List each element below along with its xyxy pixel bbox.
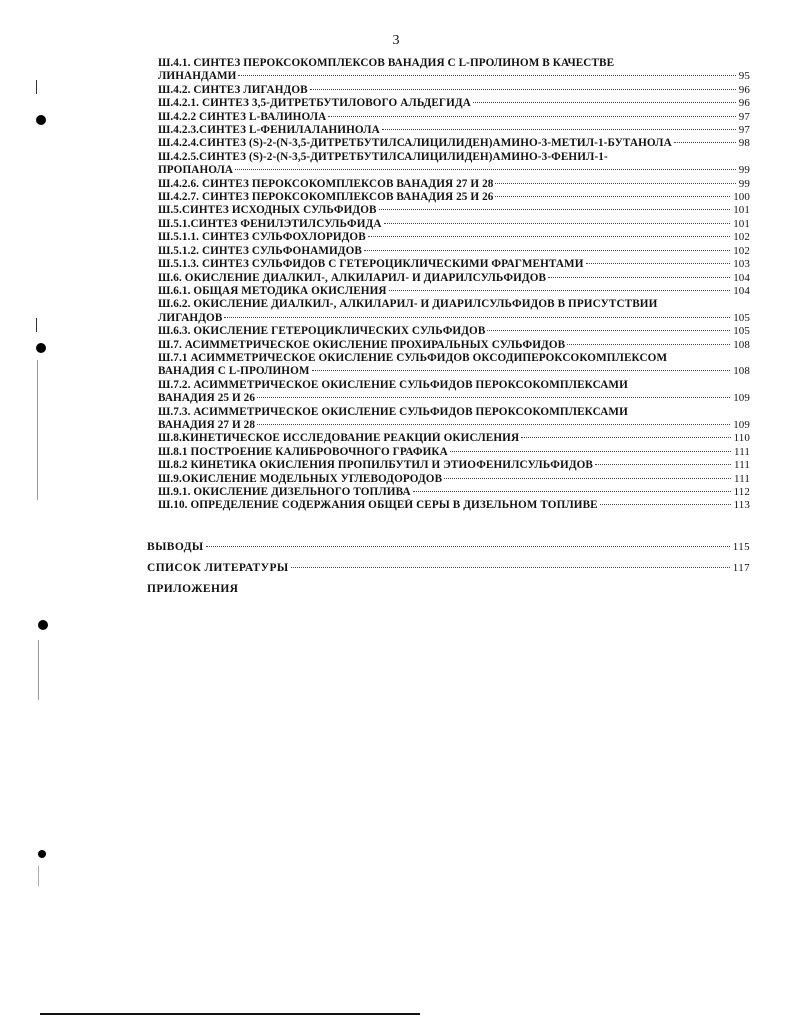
toc-entry[interactable] [158,151,750,178]
toc-entry-title: Ш.5.1.СИНТЕЗ ФЕНИЛЭТИЛСУЛЬФИДА [158,217,382,230]
dot-leader [235,169,736,170]
toc-entry-title: Ш.6.3. ОКИСЛЕНИЕ ГЕТЕРОЦИКЛИЧЕСКИХ СУЛЬФИДОВ [158,325,486,338]
toc-entry-page: 101 [733,204,750,217]
toc-entry[interactable] [158,57,750,84]
toc-entry[interactable] [158,178,750,191]
toc-entry-title: Ш.6.1. ОБЩАЯ МЕТОДИКА ОКИСЛЕНИЯ [158,284,387,297]
toc-entry[interactable] [158,352,750,379]
dot-leader [473,102,736,103]
toc-entry-title: Ш.5.1.2. СИНТЕЗ СУЛЬФОНАМИДОВ [158,244,362,257]
toc-entry-title-continued: ВАНАДИЯ С L-ПРОЛИНОМ [158,365,310,378]
toc-entry-title: Ш.10. ОПРЕДЕЛЕНИЕ СОДЕРЖАНИЯ ОБЩЕЙ СЕРЫ В ДИЗЕЛЬНОМ ТОПЛИВЕ [158,499,598,512]
toc-entry-page: 112 [733,486,750,498]
toc-entry[interactable] [158,285,750,298]
dot-leader [382,129,736,130]
toc-entry-title: Ш.8.2 КИНЕТИКА ОКИСЛЕНИЯ ПРОПИЛБУТИЛ И ЭТИОФЕНИЛСУЛЬФИДОВ [158,459,593,472]
dot-leader [495,196,730,197]
toc-entry-title-continued: ВАНАДИЯ 25 И 26 [158,392,256,405]
dot-leader [674,142,736,143]
dot-leader [444,478,731,479]
margin-mark [36,318,37,332]
toc-entry-page: 111 [734,445,750,458]
margin-mark [38,640,39,700]
toc-entry-title: Ш.4.2.2 СИНТЕЗ L-ВАЛИНОЛА [158,110,327,123]
toc-entry-page: 111 [734,472,750,485]
dot-leader [567,344,730,345]
toc-entry-title: Ш.4.2.1. СИНТЕЗ 3,5-ДИТРЕТБУТИЛОВОГО АЛЬДЕГИДА [158,97,471,110]
toc-entry-title: Ш.8.1 ПОСТРОЕНИЕ КАЛИБРОВОЧНОГО ГРАФИКА [158,445,448,458]
toc-entry-page: 104 [733,284,750,297]
toc-entry[interactable] [158,325,750,338]
toc-entry[interactable] [158,473,750,486]
margin-mark [36,80,37,94]
binder-hole [36,115,46,125]
toc-entry-page: 102 [733,231,750,244]
toc-entry-page: 103 [733,258,750,271]
dot-leader [548,277,730,278]
toc-entry[interactable] [158,124,750,137]
toc-entry-page: 98 [738,137,750,150]
dot-leader [224,317,730,318]
toc-entry-title: Ш.4.2.5.СИНТЕЗ (S)-2-(N-3,5-ДИТРЕТБУТИЛСАЛИЦИЛИДЕН)АМИНО-3-ФЕНИЛ-1- [158,150,608,163]
toc-entry[interactable] [158,432,750,445]
toc-entry-title: ВЫВОДЫ [147,541,204,553]
toc-entry-page: 111 [734,459,750,472]
table-of-contents [158,57,750,513]
dot-leader [586,263,731,264]
toc-entry-page: 100 [733,191,750,204]
binder-hole [38,850,46,858]
dot-leader [257,424,730,425]
toc-entry-page: 115 [732,541,750,553]
toc-entry-title: Ш.5.СИНТЕЗ ИСХОДНЫХ СУЛЬФИДОВ [158,204,377,217]
toc-entry-title: Ш.7.3. АСИММЕТРИЧЕСКОЕ ОКИСЛЕНИЕ СУЛЬФИДОВ ПЕРОКСОКОМПЛЕКСАМИ [158,405,628,418]
toc-entry-page: 109 [733,392,750,405]
toc-entry-page: 97 [738,124,750,137]
dot-leader [379,209,731,210]
toc-entry-page: 104 [733,271,750,284]
toc-entry-page: 102 [733,244,750,257]
toc-entry-title: Ш.4.2.4.СИНТЕЗ (S)-2-(N-3,5-ДИТРЕТБУТИЛСАЛИЦИЛИДЕН)АМИНО-3-МЕТИЛ-1-БУТАНОЛА [158,137,672,150]
toc-entry-page: 105 [733,311,750,324]
toc-entry[interactable] [158,298,750,325]
toc-entry-title: Ш.4.2.6. СИНТЕЗ ПЕРОКСОКОМПЛЕКСОВ ВАНАДИЯ 27 И 28 [158,177,494,190]
toc-entry-title: Ш.7.2. АСИММЕТРИЧЕСКОЕ ОКИСЛЕНИЕ СУЛЬФИДОВ ПЕРОКСОКОМПЛЕКСАМИ [158,378,628,391]
toc-entry-page: 105 [733,325,750,338]
margin-mark [38,866,39,886]
binder-hole [36,343,46,353]
dot-leader [495,183,735,184]
toc-entry[interactable] [158,379,750,406]
dot-leader [413,491,731,492]
toc-entry-title: Ш.4.2.3.СИНТЕЗ L-ФЕНИЛАЛАНИНОЛА [158,124,380,137]
dot-leader [310,89,736,90]
toc-entry-title: Ш.5.1.1. СИНТЕЗ СУЛЬФОХЛОРИДОВ [158,231,366,244]
toc-entry-title: Ш.6. ОКИСЛЕНИЕ ДИАЛКИЛ-, АЛКИЛАРИЛ- И ДИАРИЛСУЛЬФИДОВ [158,271,547,284]
toc-entry[interactable] [158,111,750,124]
toc-entry-page: 108 [733,365,750,378]
toc-entry-title: Ш.4.2. СИНТЕЗ ЛИГАНДОВ [158,83,308,96]
toc-entry-title-continued: ЛИГАНДОВ [158,311,223,324]
toc-entry-title: Ш.7.1 АСИММЕТРИЧЕСКОЕ ОКИСЛЕНИЕ СУЛЬФИДОВ ОКСОДИПЕРОКСОКОМПЛЕКСОМ [158,351,668,364]
toc-entry-title: Ш.7. АСИММЕТРИЧЕСКОЕ ОКИСЛЕНИЕ ПРОХИРАЛЬНЫХ СУЛЬФИДОВ [158,338,566,351]
toc-entry-page: 97 [738,110,750,123]
toc-entry[interactable] [158,272,750,285]
toc-entry-title: Ш.6.2. ОКИСЛЕНИЕ ДИАЛКИЛ-, АЛКИЛАРИЛ- И ДИАРИЛСУЛЬФИДОВ В ПРИСУТСТВИИ [158,298,658,311]
toc-entry[interactable] [158,191,750,204]
toc-entry-page: 99 [738,177,750,190]
toc-entry-page: 101 [733,217,750,230]
toc-entry-page: 96 [738,83,750,96]
toc-entry[interactable] [158,499,750,512]
toc-entry-page: 110 [733,432,750,445]
dot-leader [600,504,731,505]
toc-entry[interactable] [158,245,750,258]
toc-entry[interactable] [158,218,750,231]
toc-entry[interactable] [158,486,750,499]
dot-leader [312,370,731,371]
toc-entry[interactable] [158,406,750,433]
binder-hole [38,620,48,630]
toc-entry-title: Ш.9.1. ОКИСЛЕНИЕ ДИЗЕЛЬНОГО ТОПЛИВА [158,486,411,498]
toc-entry-page: 117 [732,562,750,574]
dot-leader [368,236,730,237]
page-number: 3 [392,33,400,48]
margin-mark [37,360,38,500]
toc-entry-page: 95 [738,70,750,83]
dot-leader [206,546,730,547]
toc-entry[interactable] [158,137,750,150]
toc-entry[interactable] [158,258,750,271]
toc-entry-page: 113 [733,499,750,512]
toc-entry-title: Ш.5.1.3. СИНТЕЗ СУЛЬФИДОВ С ГЕТЕРОЦИКЛИЧЕСКИМИ ФРАГМЕНТАМИ [158,258,584,271]
toc-entry-conclusions[interactable] [147,540,750,554]
toc-entry[interactable] [158,204,750,217]
toc-entry-title-continued: ЛИНАНДАМИ [158,70,237,83]
toc-entry-title: СПИСОК ЛИТЕРАТУРЫ [147,562,289,574]
dot-leader [450,451,731,452]
toc-entry[interactable] [158,446,750,459]
toc-entry-page: 109 [733,418,750,431]
dot-leader [389,290,731,291]
scan-bottom-line [40,1013,420,1015]
toc-entry-appendices[interactable] [147,582,750,596]
dot-leader [364,250,730,251]
toc-entry[interactable] [158,97,750,110]
toc-entry[interactable] [158,84,750,97]
toc-entry-title-continued: ВАНАДИЯ 27 И 28 [158,418,256,431]
dot-leader [487,330,730,331]
toc-entry-title: Ш.9.ОКИСЛЕНИЕ МОДЕЛЬНЫХ УГЛЕВОДОРОДОВ [158,472,443,485]
dot-leader [521,437,730,438]
dot-leader [595,464,731,465]
toc-entry-page: 96 [738,97,750,110]
toc-entry-title: Ш.4.1. СИНТЕЗ ПЕРОКСОКОМПЛЕКСОВ ВАНАДИЯ С L-ПРОЛИНОМ В КАЧЕСТВЕ [158,57,615,69]
toc-entry-page: 108 [733,338,750,351]
toc-entry-title: Ш.4.2.7. СИНТЕЗ ПЕРОКСОКОМПЛЕКСОВ ВАНАДИЯ 25 И 26 [158,191,494,204]
toc-entry-title: ПРИЛОЖЕНИЯ [147,583,239,595]
toc-entry-page: 99 [738,164,750,177]
dot-leader [238,75,735,76]
toc-entry-references[interactable] [147,561,750,575]
toc-entry-title-continued: ПРОПАНОЛА [158,164,234,177]
toc-entry[interactable] [158,339,750,352]
dot-leader [291,567,730,568]
dot-leader [384,223,731,224]
toc-entry-title: Ш.8.КИНЕТИЧЕСКОЕ ИССЛЕДОВАНИЕ РЕАКЦИЙ ОКИСЛЕНИЯ [158,432,520,445]
dot-leader [257,397,730,398]
toc-entry[interactable] [158,459,750,472]
dot-leader [328,116,735,117]
toc-entry[interactable] [158,231,750,244]
